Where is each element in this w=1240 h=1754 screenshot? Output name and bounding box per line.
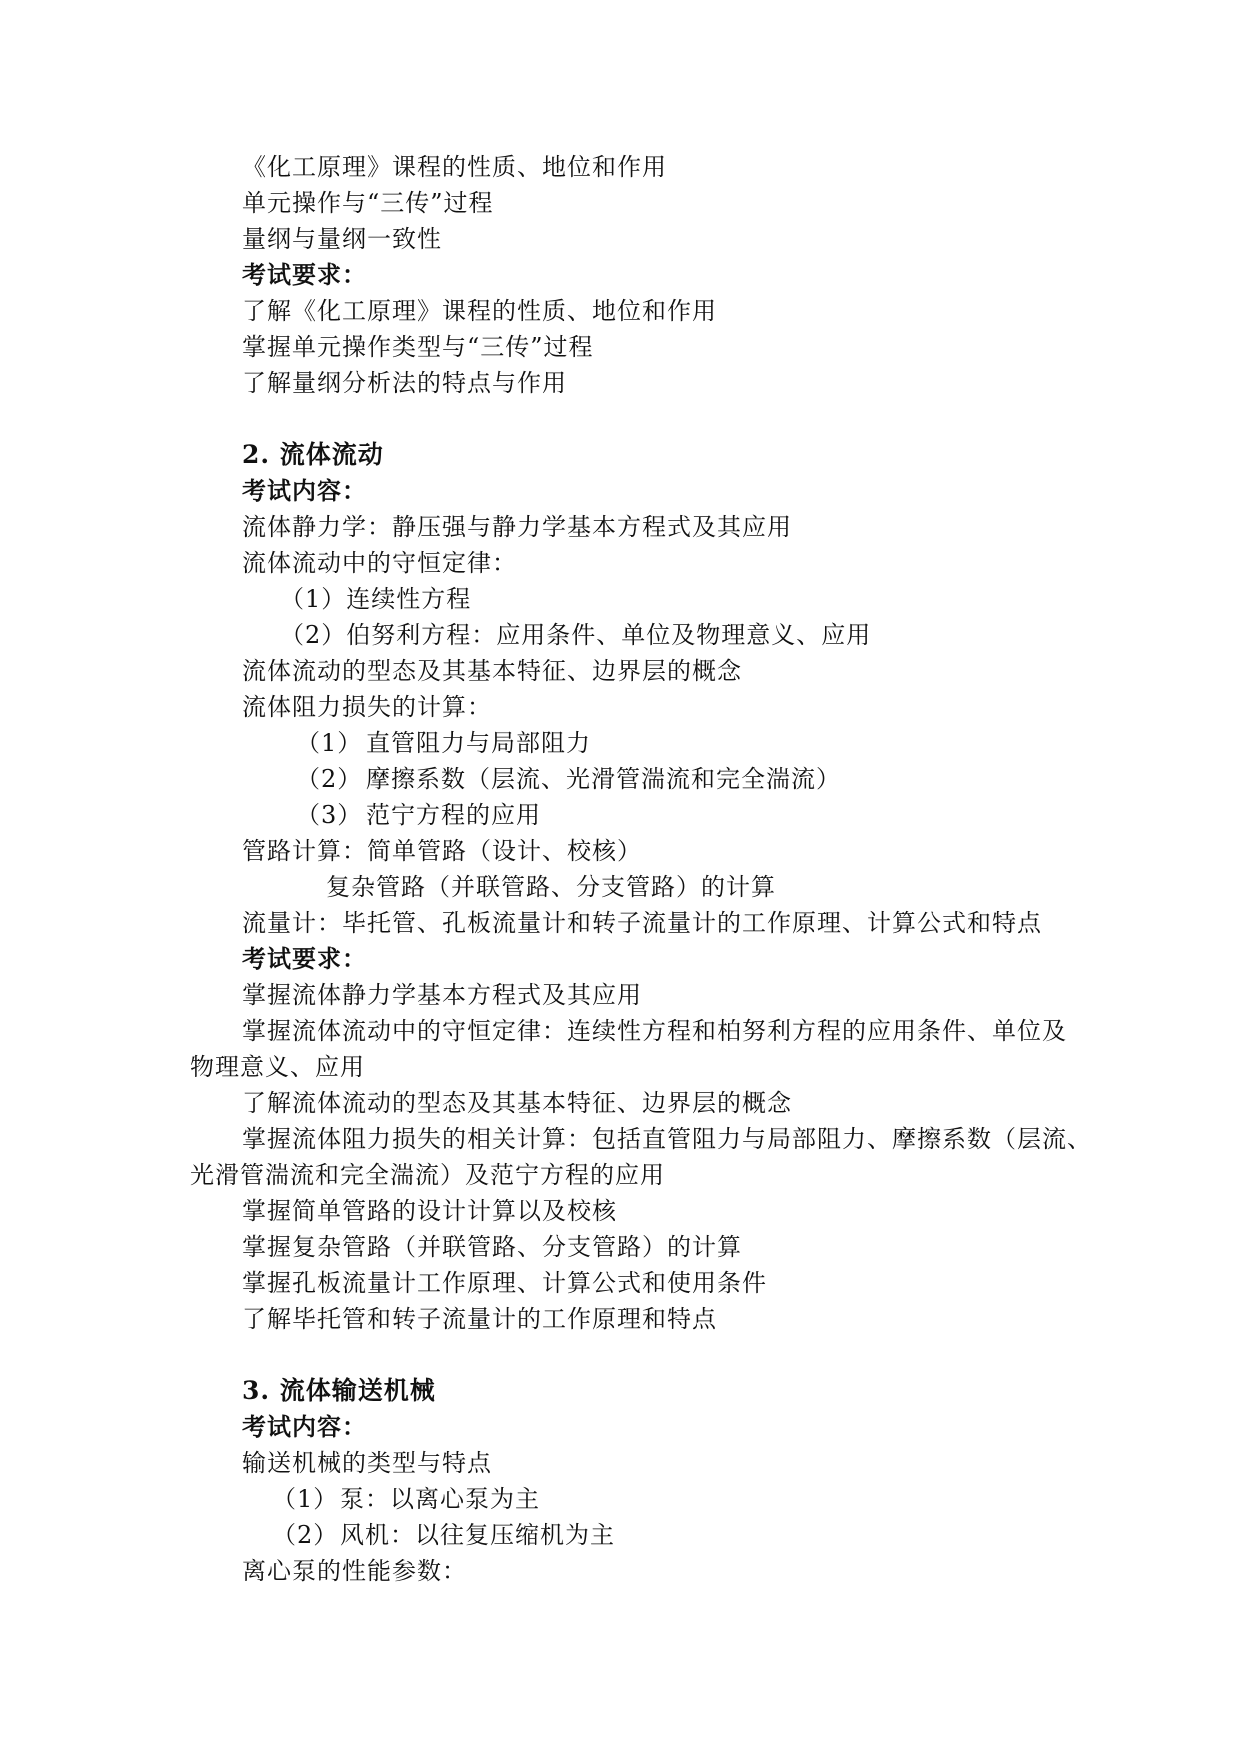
s2-resistance: 流体阻力损失的计算： [242,693,492,721]
s2-resistance-1-number: （1） [296,729,363,757]
s3-pump-number: （1） [272,1485,339,1513]
s1-requirements-label: 考试要求： [242,260,367,289]
s3-content-label: 考试内容： [242,1412,367,1441]
s2-requirement-2a: 掌握流体流动中的守恒定律：连续性方程和柏努利方程的应用条件、单位及 [242,1017,1067,1045]
s1-content-item-2: 单元操作与“三传”过程 [242,189,494,217]
s3-title: 3. 流体输送机械 [242,1376,436,1405]
s2-title: 2. 流体流动 [242,440,384,469]
s2-flowmeter: 流量计：毕托管、孔板流量计和转子流量计的工作原理、计算公式和特点 [242,909,1042,937]
s2-statics: 流体静力学：静压强与静力学基本方程式及其应用 [242,513,792,541]
s3-pump-text: 泵：以离心泵为主 [340,1485,540,1513]
s1-content-item-3: 量纲与量纲一致性 [242,225,442,253]
s2-requirement-2b: 物理意义、应用 [190,1053,365,1081]
s2-conservation: 流体流动中的守恒定律： [242,549,517,577]
s2-resistance-2-text: 摩擦系数（层流、光滑管湍流和完全湍流） [366,765,841,793]
s2-requirement-8: 了解毕托管和转子流量计的工作原理和特点 [242,1305,717,1333]
s1-requirement-1: 了解《化工原理》课程的性质、地位和作用 [242,297,717,325]
s1-requirement-2: 掌握单元操作类型与“三传”过程 [242,333,594,361]
s3-performance: 离心泵的性能参数： [242,1557,467,1585]
s2-requirement-1: 掌握流体静力学基本方程式及其应用 [242,981,642,1009]
s2-requirement-4b: 光滑管湍流和完全湍流）及范宁方程的应用 [190,1161,665,1189]
s2-requirement-5: 掌握简单管路的设计计算以及校核 [242,1197,617,1225]
s1-content-item-1: 《化工原理》课程的性质、地位和作用 [242,153,667,181]
s2-resistance-3-text: 范宁方程的应用 [366,801,541,829]
s2-requirement-3: 了解流体流动的型态及其基本特征、边界层的概念 [242,1089,792,1117]
s2-requirement-6: 掌握复杂管路（并联管路、分支管路）的计算 [242,1233,742,1261]
s2-requirement-7: 掌握孔板流量计工作原理、计算公式和使用条件 [242,1269,767,1297]
s3-fan-text: 风机：以往复压缩机为主 [340,1521,615,1549]
s2-resistance-2-number: （2） [296,765,363,793]
s3-types: 输送机械的类型与特点 [242,1449,492,1477]
s2-resistance-1-text: 直管阻力与局部阻力 [366,729,591,757]
s3-fan-number: （2） [272,1521,339,1549]
s2-resistance-3-number: （3） [296,801,363,829]
s2-conservation-1: （1）连续性方程 [280,585,472,613]
s2-requirements-label: 考试要求： [242,944,367,973]
s2-content-label: 考试内容： [242,476,367,505]
s1-requirement-3: 了解量纲分析法的特点与作用 [242,369,567,397]
s2-regime: 流体流动的型态及其基本特征、边界层的概念 [242,657,742,685]
s2-conservation-2: （2）伯努利方程：应用条件、单位及物理意义、应用 [280,621,872,649]
s2-pipe-complex: 复杂管路（并联管路、分支管路）的计算 [326,873,776,901]
s2-requirement-4a: 掌握流体阻力损失的相关计算：包括直管阻力与局部阻力、摩擦系数（层流、 [242,1125,1092,1153]
s2-pipe-calc: 管路计算：简单管路（设计、校核） [242,837,642,865]
